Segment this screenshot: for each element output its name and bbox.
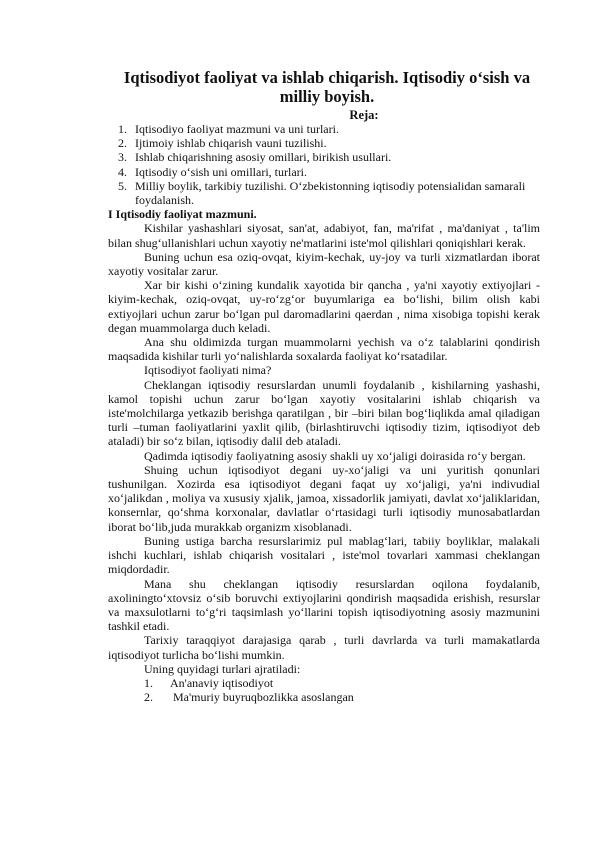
plan-item-number: 1. xyxy=(118,122,127,136)
paragraph: Ana shu oldimizda turgan muammolarni yechish va o‘z talablarini qondirish maqsadida kishilar turli yo‘nalishlarda soxalarda faoliyat ko‘rsatadilar. xyxy=(108,335,540,364)
paragraph: Qadimda iqtisodiy faoliyatning asosiy shakli uy xo‘jaligi doirasida ro‘y bergan. xyxy=(144,448,526,463)
section-heading: I Iqtisodiy faoliyat mazmuni. xyxy=(108,207,257,222)
plan-item-text: Iqtisodiyo faoliyat mazmuni va uni turlari. xyxy=(135,122,339,136)
paragraph: Xar bir kishi o‘zining kundalik xayotida bir qancha , ya'ni xayotiy extiyojlari -kiyim-kechak, oziq-ovqat, uy-ro‘zg‘or buyumlariga ea bo‘lishi, bilim olish kabi extiyojlari uchun zarur bo‘lgan pul daromadlarini qaerdan , nima xisobiga topishi kerak degan muammolarga duch keladi. xyxy=(108,278,540,335)
types-item xyxy=(108,676,540,690)
paragraph: Iqtisodiyot faoliyati nima? xyxy=(144,363,272,378)
types-item-text: Ma'muriy buyruqbozlikka asoslangan xyxy=(170,690,354,705)
paragraph: Kishilar yashashlari siyosat, san'at, adabiyot, fan, ma'rifat , ma'daniyat , ta'lim bilan shug‘ullanishlari uchun xayotiy ne'matlarini iste'mol qilishlari qoniqishlari kerak. xyxy=(108,221,540,250)
plan-item xyxy=(108,165,540,179)
paragraph: Mana shu cheklangan iqtisodiy resurslardan oqilona foydalanib, axoliningto‘xtovsiz o‘sib boruvchi extiyojlarini qondirish maqsadida erishish, resurslar va maxsulotlarni to‘g‘ri taqsimlash yo‘llarini topish iqtisodiyotning asosiy mazmunini tashkil etadi. xyxy=(108,576,540,634)
paragraph: Buning uchun esa oziq-ovqat, kiyim-kechak, uy-joy va turli xizmatlardan iborat xayotiy vositalar zarur. xyxy=(108,249,540,279)
plan-item xyxy=(108,179,540,207)
paragraph: Cheklangan iqtisodiy resurslardan unumli foydalanib , kishilarning yashashi, kamol topishi uchun zarur bo‘lgan xayotiy vositalarini ishlab chiqarish va iste'molchilarga yetkazib berishga qaratilgan , bir –biri bilan bog‘liqlikda amal qiladigan turli –tuman faoliyatlarini yaxlit qilib, (birlashtiruvchi iqtisodiy tizim, iqtisodiyot deb ataladi) bir so‘z bilan, iqtisodiy dalil deb ataladi. xyxy=(108,377,540,449)
types-list xyxy=(108,676,540,704)
plan-item xyxy=(108,136,540,150)
plan-heading: Reja: xyxy=(349,108,379,122)
paragraph: Tarixiy taraqqiyot darajasiga qarab , turli davrlarda va turli mamakatlarda iqtisodiyot turlicha bo‘lishi mumkin. xyxy=(108,633,540,662)
plan-item xyxy=(108,122,540,136)
types-item-text: An'anaviy iqtisodiyot xyxy=(170,675,274,690)
types-item xyxy=(108,690,540,704)
plan-item-number: 5. xyxy=(118,178,127,193)
plan-item-text: Ijtimoiy ishlab chiqarish vauni tuzilishi. xyxy=(135,136,327,151)
paragraph: Buning ustiga barcha resurslarimiz pul mablag‘lari, tabiiy boyliklar, malakali ishchi kuchlari, ishlab chiqarish vositalari , iste'mol tovarlari xammasi cheklangan miqdordadir. xyxy=(108,533,540,577)
plan-item-text: Milliy boylik, tarkibiy tuzilishi. O‘zbekistonning iqtisodiy potensialidan samarali foydalanish. xyxy=(135,178,526,208)
types-item-number: 1. xyxy=(144,675,153,690)
plan-item-text: Ishlab chiqarishning asosiy omillari, birikish usullari. xyxy=(135,150,392,165)
plan-item xyxy=(108,150,540,164)
plan-item-text: Iqtisodiy o‘sish uni omillari, turlari. xyxy=(135,164,307,179)
paragraph: Shuing uchun iqtisodiyot degani uy-xo‘jaligi va uni yuritish qonunlari tushunilgan. Xozirda esa iqtisodiyot degani faqat uy xo‘jaligi, ya'ni indivudial xo‘jalikdan , moliya va xususiy xjalik, jamoa, xissadorlik jamiyati, davlat xo‘jaliklaridan, konsernlar, qo‘shma korxonalar, davlatlar o‘rtasidagi turli iqtisodiy munosabatlardan iborat bo‘lib,juda murakkab organizm xisoblanadi. xyxy=(108,462,540,534)
paragraph: Uning quyidagi turlari ajratiladi: xyxy=(144,661,301,676)
plan-item-number: 4. xyxy=(118,164,127,179)
plan-item-number: 2. xyxy=(118,136,127,151)
document-title: Iqtisodiyot faoliyat va ishlab chiqarish. Iqtisodiy o‘sish va milliy boyish. xyxy=(123,68,531,106)
plan-item-number: 3. xyxy=(118,150,127,165)
types-item-number: 2. xyxy=(144,690,153,705)
plan-list xyxy=(108,122,540,207)
